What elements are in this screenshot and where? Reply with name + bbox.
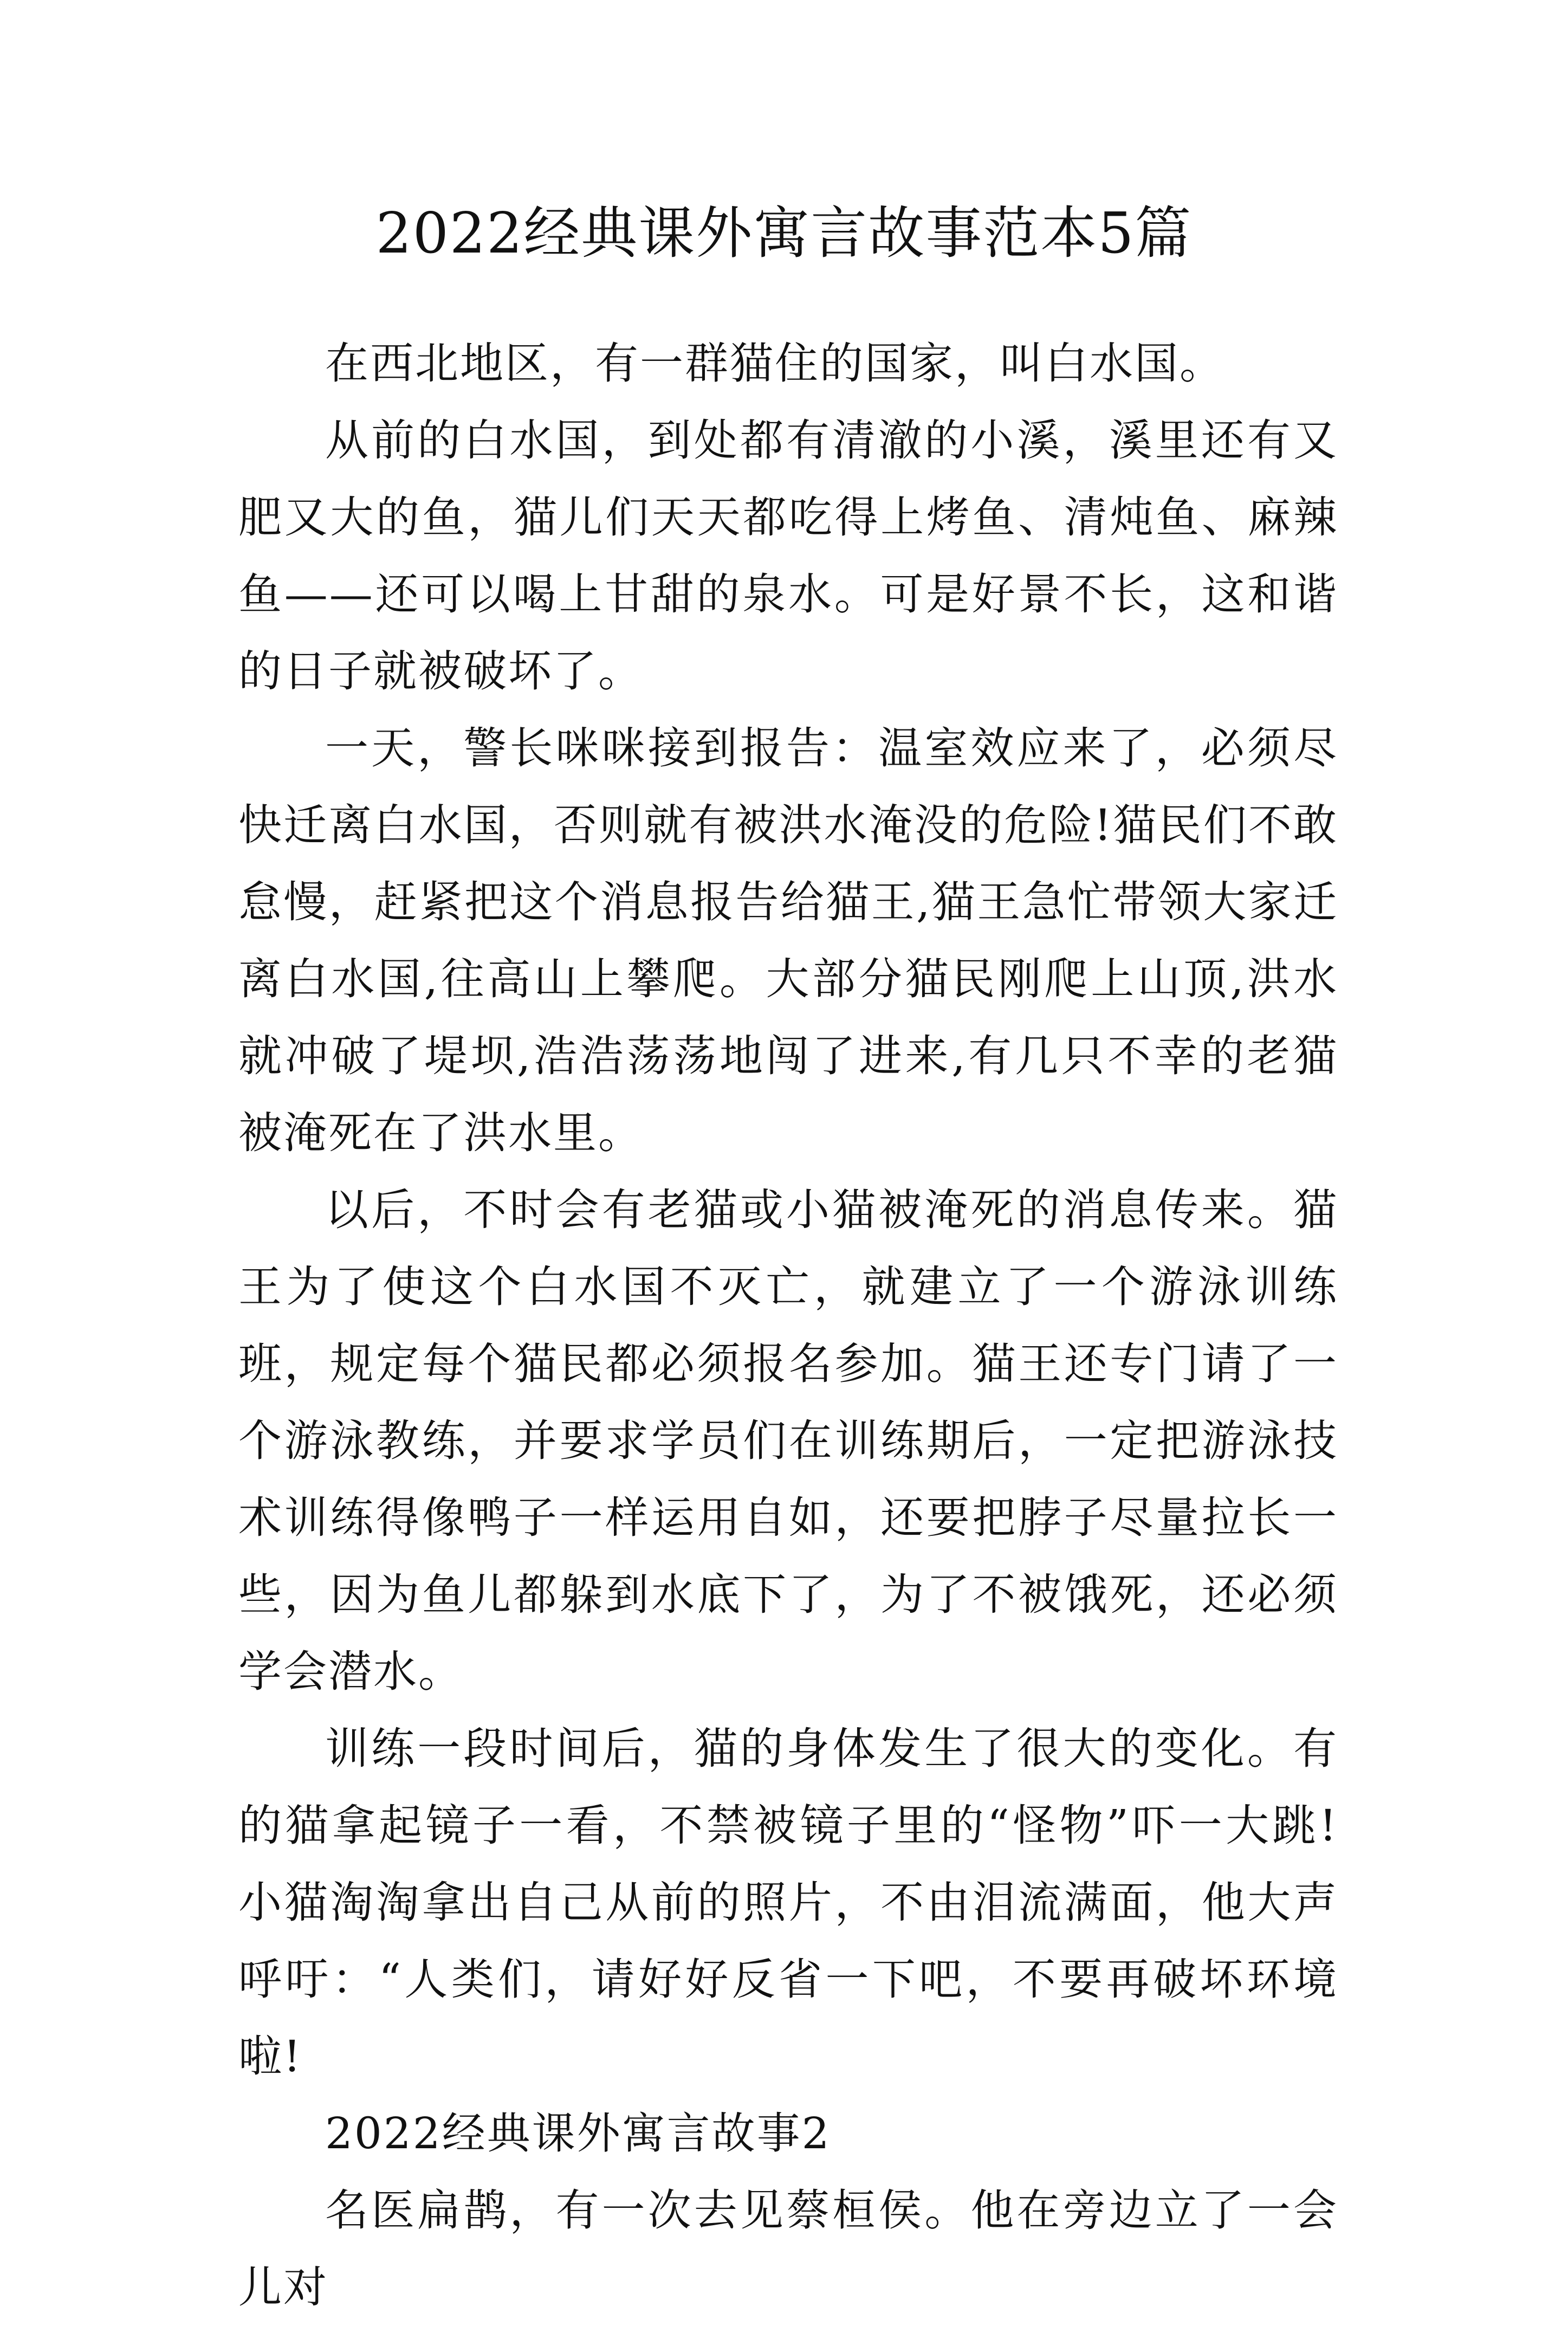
paragraph-6: 名医扁鹊，有一次去见蔡桓侯。他在旁边立了一会儿对 (238, 2185, 1338, 2312)
paragraph-3: 一天，警长咪咪接到报告：温室效应来了，必须尽快迁离白水国，否则就有被洪水淹没的危险!猫民们不敢怠慢，赶紧把这个消息报告给猫王,猫王急忙带领大家迁离白水国,往高山上攀爬。大部分猫民刚爬上山顶,洪水就冲破了堤坝,浩浩荡荡地闯了进来,有几只不幸的老猫被淹死在了洪水里。 (238, 723, 1338, 1158)
section-subheading: 2022经典课外寓言故事2 (325, 2108, 831, 2159)
paragraph-2: 从前的白水国，到处都有清澈的小溪，溪里还有又肥又大的鱼，猫儿们天天都吃得上烤鱼、清炖鱼、麻辣鱼——还可以喝上甘甜的泉水。可是好景不长，这和谐的日子就被破坏了。 (238, 415, 1338, 696)
document-title: 2022经典课外寓言故事范本5篇 (375, 200, 1193, 266)
document-body (238, 325, 1338, 2326)
paragraph-5: 训练一段时间后，猫的身体发生了很大的变化。有的猫拿起镜子一看，不禁被镜子里的“怪物”吓一大跳!小猫淘淘拿出自己从前的照片，不由泪流满面，他大声呼吁：“人类们，请好好反省一下吧，不要再破坏环境啦! (238, 1723, 1338, 2082)
paragraph-4: 以后，不时会有老猫或小猫被淹死的消息传来。猫王为了使这个白水国不灭亡，就建立了一个游泳训练班，规定每个猫民都必须报名参加。猫王还专门请了一个游泳教练，并要求学员们在训练期后，一定把游泳技术训练得像鸭子一样运用自如，还要把脖子尽量拉长一些，因为鱼儿都躲到水底下了，为了不被饿死，还必须学会潜水。 (238, 1185, 1338, 1697)
paragraph-1: 在西北地区，有一群猫住的国家，叫白水国。 (325, 338, 1224, 389)
